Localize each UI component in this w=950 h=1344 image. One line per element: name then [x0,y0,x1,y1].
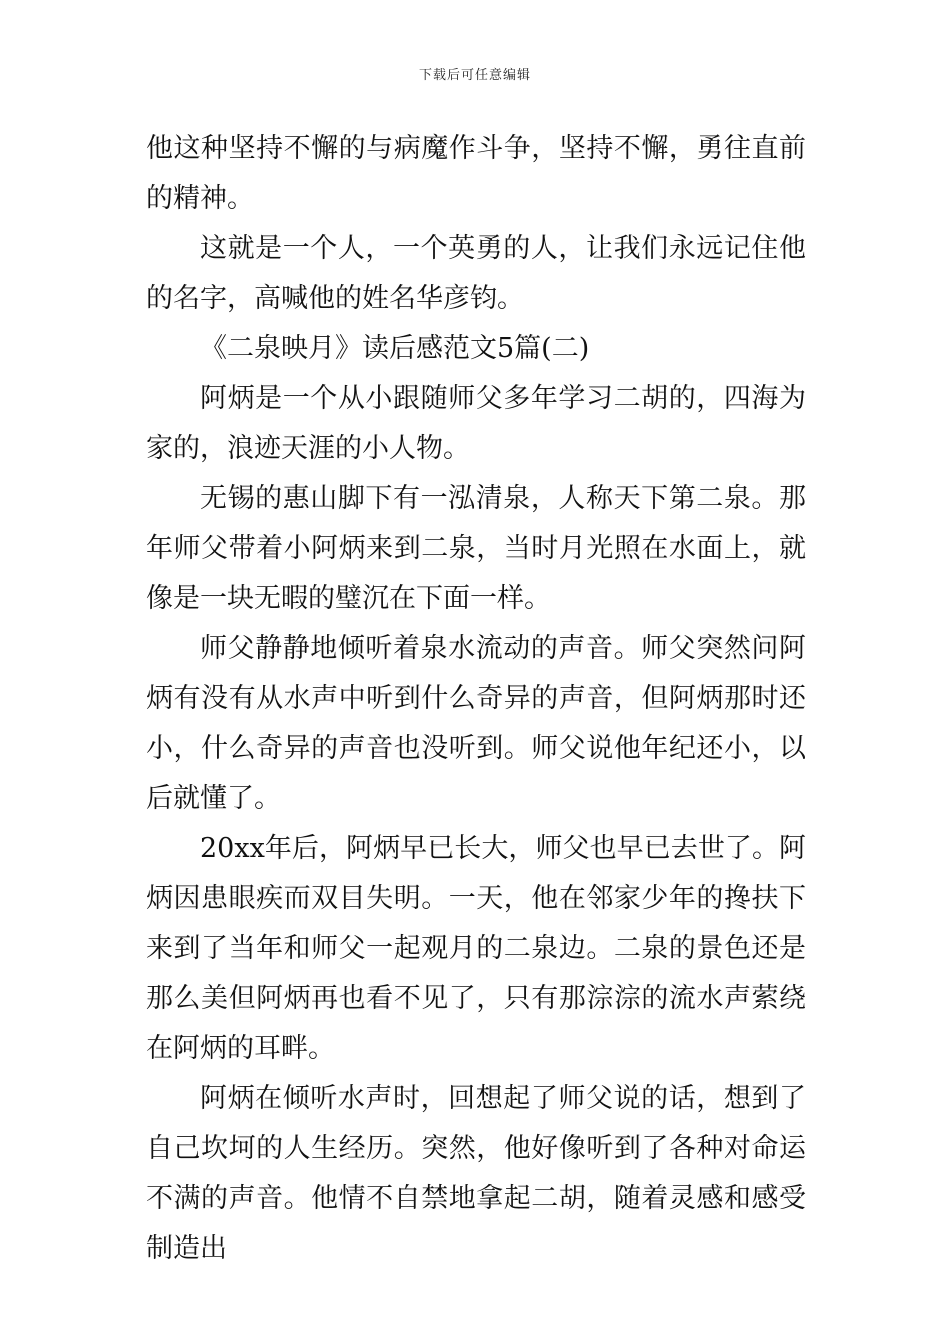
document-body [146,124,806,1274]
paragraph: 师父静静地倾听着泉水流动的声音。师父突然问阿炳有没有从水声中听到什么奇异的声音，但阿炳那时还小，什么奇异的声音也没听到。师父说他年纪还小，以后就懂了。 [146,633,806,814]
page-header-note: 下载后可任意编辑 [418,68,531,83]
paragraph: 阿炳是一个从小跟随师父多年学习二胡的，四海为家的，浪迹天涯的小人物。 [146,383,806,464]
section-heading: 《二泉映月》读后感范文5篇(二) [200,333,590,364]
paragraph: 阿炳在倾听水声时，回想起了师父说的话，想到了自己坎坷的人生经历。突然，他好像听到了各种对命运不满的声音。他情不自禁地拿起二胡，随着灵感和感受制造出 [146,1083,806,1264]
paragraph: 这就是一个人，一个英勇的人，让我们永远记住他的名字，高喊他的姓名华彦钧。 [146,233,806,314]
paragraph-continued: 他这种坚持不懈的与病魔作斗争，坚持不懈，勇往直前的精神。 [146,133,806,214]
paragraph: 20xx年后，阿炳早已长大，师父也早已去世了。阿炳因患眼疾而双目失明。一天，他在邻家少年的搀扶下来到了当年和师父一起观月的二泉边。二泉的景色还是那么美但阿炳再也看不见了，只有那淙淙的流水声萦绕在阿炳的耳畔。 [146,833,806,1064]
paragraph: 无锡的惠山脚下有一泓清泉，人称天下第二泉。那年师父带着小阿炳来到二泉，当时月光照在水面上，就像是一块无暇的璧沉在下面一样。 [146,483,806,614]
